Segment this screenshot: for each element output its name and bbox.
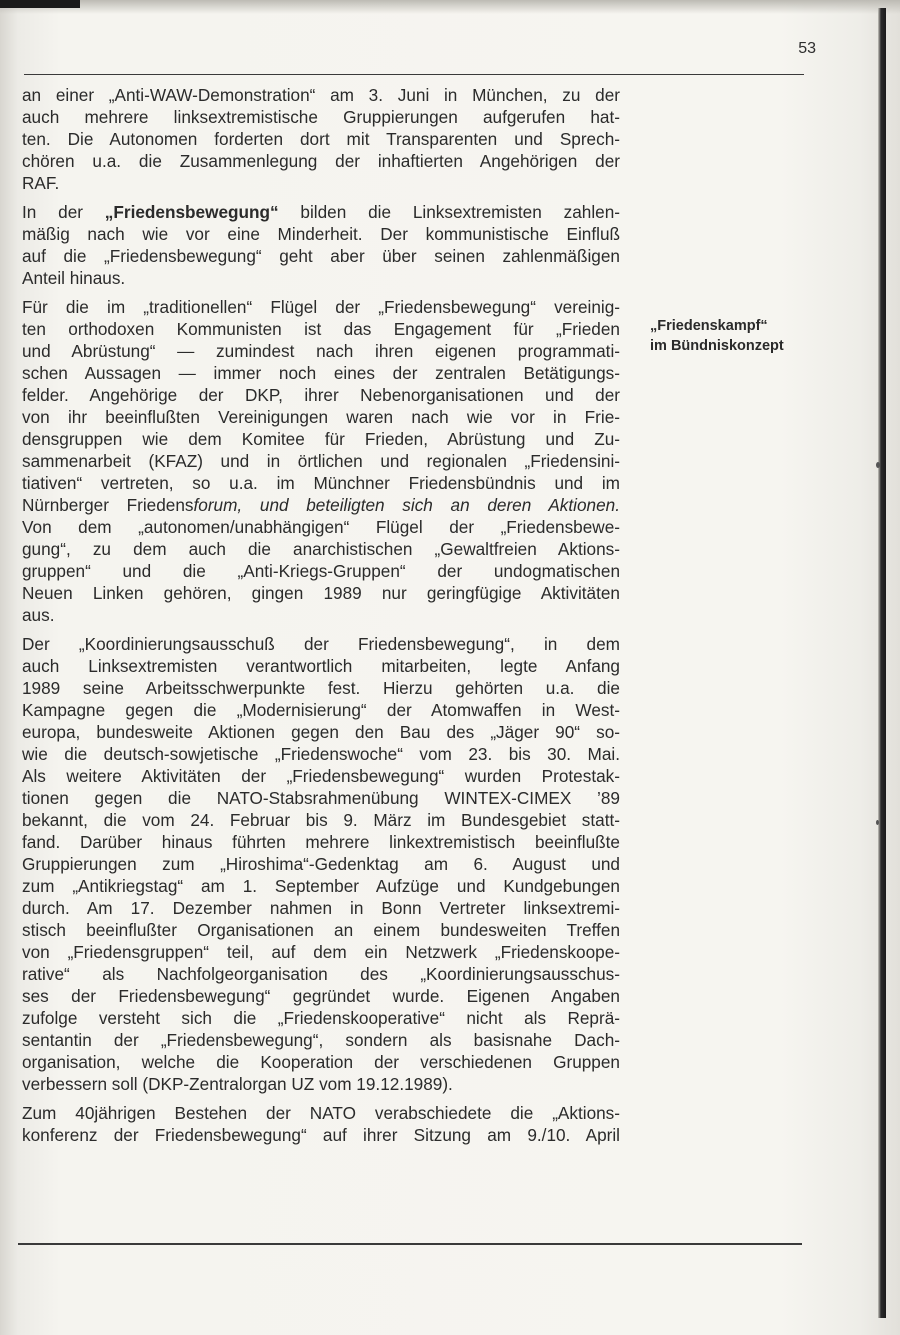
text-line: auch Linksextremisten verantwortlich mitarbeiten, legte Anfang	[22, 656, 620, 676]
scan-shadow	[0, 0, 900, 14]
text-line: Als weitere Aktivitäten der „Friedensbewegung“ wurden Protestak-	[22, 766, 620, 786]
text-line: aus.	[22, 605, 55, 625]
text-line: von „Friedensgruppen“ teil, auf dem ein Netzwerk „Friedenskoope-	[22, 942, 620, 962]
text-line: chören u.a. die Zusammenlegung der inhaftierten Angehörigen der	[22, 151, 620, 171]
text-line: Der „Koordinierungsausschuß der Friedensbewegung“, in dem	[22, 634, 620, 654]
text-line: Neuen Linken gehören, gingen 1989 nur geringfügige Aktivitäten	[22, 583, 620, 603]
text-line: felder. Angehörige der DKP, ihrer Nebenorganisationen und der	[22, 385, 620, 405]
text-line: und Abrüstung“ — zumindest nach ihren eigenen programmati-	[22, 341, 620, 361]
text-line: bekannt, die vom 24. Februar bis 9. März im Bundesgebiet statt-	[22, 810, 620, 830]
text-run: In der	[22, 202, 105, 222]
margin-note-line-2: im Bündniskonzept	[650, 338, 784, 354]
scan-speck	[876, 462, 880, 468]
page-binding-edge	[878, 8, 886, 1318]
paragraph	[22, 201, 620, 289]
scan-edge-mark	[0, 0, 80, 8]
paragraph	[22, 633, 620, 1095]
page-number: 53	[798, 40, 816, 57]
text-line: sammenarbeit (KFAZ) und in örtlichen und regionalen „Friedensini-	[22, 451, 620, 471]
text-line: konferenz der Friedensbewegung“ auf ihrer Sitzung am 9./10. April	[22, 1125, 620, 1145]
text-line: durch. Am 17. Dezember nahmen in Bonn Vertreter linksextremi-	[22, 898, 620, 918]
text-line: tionen gegen die NATO-Stabsrahmenübung WINTEX-CIMEX ’89	[22, 788, 620, 808]
text-line: Gruppierungen zum „Hiroshima“-Gedenktag am 6. August und	[22, 854, 620, 874]
text-line: sentantin der „Friedensbewegung“, sondern als basisnahe Dach-	[22, 1030, 620, 1050]
text-line: Kampagne gegen die „Modernisierung“ der Atomwaffen in West-	[22, 700, 620, 720]
text-line: zum „Antikriegstag“ am 1. September Aufzüge und Kundgebungen	[22, 876, 620, 896]
text-line: organisation, welche die Kooperation der verschiedenen Gruppen	[22, 1052, 620, 1072]
text-run: bilden die Linksextremisten zahlen-	[278, 202, 620, 222]
text-line: ten orthodoxen Kommunisten ist das Engagement für „Frieden	[22, 319, 620, 339]
text-line: verbessern soll (DKP-Zentralorgan UZ vom 19.12.1989).	[22, 1074, 453, 1094]
text-line: auch mehrere linksextremistische Gruppierungen aufgerufen hat-	[22, 107, 620, 127]
text-line: fand. Darüber hinaus führten mehrere linkextremistisch beeinflußte	[22, 832, 620, 852]
paragraph	[22, 296, 620, 626]
text-run: Nürnberger Friedens	[22, 495, 194, 515]
text-line: rative“ als Nachfolgeorganisation des „Koordinierungsausschus-	[22, 964, 620, 984]
text-line: ten. Die Autonomen forderten dort mit Transparenten und Sprech-	[22, 129, 620, 149]
text-line: Von dem „autonomen/unabhängigen“ Flügel der „Friedensbewe-	[22, 517, 620, 537]
text-line: Zum 40jährigen Bestehen der NATO verabschiedete die „Aktions-	[22, 1103, 620, 1123]
text-line: von ihr beeinflußten Vereinigungen waren nach wie vor in Frie-	[22, 407, 620, 427]
text-line: tiativen“ vertreten, so u.a. im Münchner Friedensbündnis und im	[22, 473, 620, 493]
margin-note-line-1: „Friedenskampf“	[650, 318, 768, 334]
text-line: RAF.	[22, 173, 60, 193]
text-line: Für die im „traditionellen“ Flügel der „Friedensbewegung“ vereinig-	[22, 297, 620, 317]
text-line: europa, bundesweite Aktionen gegen den Bau des „Jäger 90“ so-	[22, 722, 620, 742]
text-line	[22, 494, 620, 516]
text-line: an einer „Anti-WAW-Demonstration“ am 3. Juni in München, zu der	[22, 85, 620, 105]
italic-run: forum, und beteiligten sich an deren Aktionen.	[193, 495, 620, 515]
text-line: 1989 seine Arbeitsschwerpunkte fest. Hierzu gehörten u.a. die	[22, 678, 620, 698]
body-text	[22, 84, 620, 1153]
text-line: gruppen“ und die „Anti-Kriegs-Gruppen“ der undogmatischen	[22, 561, 620, 581]
text-line: auf die „Friedensbewegung“ geht aber über seinen zahlenmäßigen	[22, 246, 620, 266]
paragraph	[22, 84, 620, 194]
text-line: densgruppen wie dem Komitee für Frieden, Abrüstung und Zu-	[22, 429, 620, 449]
footer-rule	[18, 1243, 802, 1245]
text-line: Anteil hinaus.	[22, 268, 126, 288]
margin-note	[650, 316, 850, 356]
text-line: stisch beeinflußter Organisationen an einem bundesweiten Treffen	[22, 920, 620, 940]
text-line: zufolge versteht sich die „Friedenskooperative“ nicht als Reprä-	[22, 1008, 620, 1028]
text-line: gung“, zu dem auch die anarchistischen „Gewaltfreien Aktions-	[22, 539, 620, 559]
text-line: mäßig nach wie vor eine Minderheit. Der kommunistische Einfluß	[22, 224, 620, 244]
scan-speck	[876, 820, 879, 825]
text-line: schen Aussagen — immer noch eines der zentralen Betätigungs-	[22, 363, 620, 383]
text-line	[22, 201, 620, 223]
bold-term: „Friedensbewegung“	[104, 202, 279, 222]
text-line: ses der Friedensbewegung“ gegründet wurde. Eigenen Angaben	[22, 986, 620, 1006]
text-line: wie die deutsch-sowjetische „Friedenswoche“ vom 23. bis 30. Mai.	[22, 744, 620, 764]
header-rule	[24, 74, 804, 75]
paragraph	[22, 1102, 620, 1146]
